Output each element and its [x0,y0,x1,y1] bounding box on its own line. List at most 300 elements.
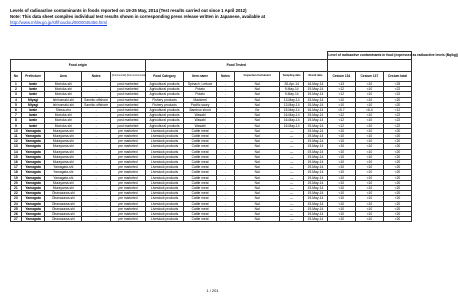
cell-cat: Agricultural products [145,87,184,92]
col-cesium-137: Cesium 137 [355,72,383,82]
cell-item: Cattle meat [184,212,216,217]
cell-ins: NaI [235,97,280,102]
cell-area: Morioka-shi [45,92,82,97]
cell-sd: — [280,149,304,154]
cell-ct: <20 [383,97,411,102]
cell-n1: - [82,186,111,191]
cell-no: 26 [11,212,22,217]
cell-n1: Sanriku offshore [82,97,111,102]
cell-c137: <10 [355,154,383,159]
cell-n2: - [216,134,234,139]
cell-n2: - [216,186,234,191]
cell-no: 6 [11,108,22,113]
cell-n1: - [82,149,111,154]
cell-com: pre marketed [111,180,145,185]
cell-sd: 15-May-14 [280,108,304,113]
cell-cat: Livestock products [145,212,184,217]
cell-n2: - [216,97,234,102]
cell-c134: <10 [327,97,355,102]
cell-no: 8 [11,118,22,123]
cell-n2: - [216,170,234,175]
cell-item: Cattle meat [184,154,216,159]
cell-ins: NaI [235,170,280,175]
cell-ct: <12 [383,108,411,113]
cell-pref: Yamagata [21,160,45,165]
cell-cat: Fishery products [145,102,184,107]
cell-pref: Miyagi [21,97,45,102]
cell-rd: 19-May-14 [304,186,328,191]
cell-c137: <10 [355,180,383,185]
cell-n1: - [82,92,111,97]
cell-com: post marketed [111,102,145,107]
table-body [11,82,412,222]
cell-item: Cattle meat [184,206,216,211]
cell-rd: 19-May-14 [304,206,328,211]
cell-no: 16 [11,160,22,165]
cell-sd: — [280,186,304,191]
cell-no: 17 [11,165,22,170]
cell-n2: - [216,206,234,211]
cell-item: Pacific saury [184,102,216,107]
cell-com: post marketed [111,97,145,102]
cell-item: Wasabi [184,113,216,118]
cell-ins: NaI [235,165,280,170]
cell-pref: Yamagata [21,191,45,196]
cell-cat: Livestock products [145,206,184,211]
table-row [11,217,412,222]
cell-sd: — [280,191,304,196]
col-prefecture: Prefecture [21,72,45,82]
cell-ins: NaI [235,134,280,139]
cell-item: Cattle meat [184,134,216,139]
cell-area: Murayama-shi [45,134,82,139]
cell-com: pre marketed [111,186,145,191]
cell-ct: <20 [383,170,411,175]
cell-c134: <5.7 [327,108,355,113]
cell-n1: - [82,180,111,185]
cell-c137: <10 [355,170,383,175]
cell-ins: NaI [235,102,280,107]
cell-area: Obanazawa-shi [45,217,82,222]
cell-ct: <22 [383,123,411,128]
cell-rd: 19-May-14 [304,92,328,97]
cell-com: pre marketed [111,191,145,196]
col-result-date: Result date [304,72,328,82]
cell-cat: Livestock products [145,196,184,201]
cell-cat: Agricultural products [145,118,184,123]
cell-no: 4 [11,97,22,102]
cell-c137: <10 [355,186,383,191]
cell-cat: Agricultural products [145,108,184,113]
cell-no: 13 [11,144,22,149]
cell-n2: - [216,191,234,196]
cell-pref: Yamagata [21,201,45,206]
cell-cat: Fishery products [145,97,184,102]
cell-sd: 16-May-14 [280,123,304,128]
cell-ct: <22 [383,113,411,118]
cell-area: Morioka-shi [45,87,82,92]
cell-area: Murayama-shi [45,180,82,185]
col-item-name: Item name [184,72,216,82]
cell-c137: <10 [355,92,383,97]
cell-rd: 19-May-14 [304,139,328,144]
cell-pref: Iwate [21,118,45,123]
cell-n2: - [216,212,234,217]
cell-sd: — [280,134,304,139]
cell-c137: <10 [355,196,383,201]
cell-item: Cattle meat [184,144,216,149]
cell-pref: Yamagata [21,144,45,149]
cell-item: Cattle meat [184,217,216,222]
cell-sd: 9-May-14 [280,87,304,92]
cell-pref: Yamagata [21,186,45,191]
cell-com: pre marketed [111,128,145,133]
cell-n1: - [82,128,111,133]
cell-c134: <10 [327,206,355,211]
cell-com: pre marketed [111,212,145,217]
cell-ins: NaI [235,180,280,185]
cell-ins: NaI [235,206,280,211]
cell-c134: <10 [327,217,355,222]
cell-n2: - [216,196,234,201]
cell-rd: 16-May-14 [304,82,328,87]
cell-sd: — [280,170,304,175]
cell-c134: <10 [327,149,355,154]
cell-n2: - [216,160,234,165]
cell-n1: - [82,201,111,206]
cell-area: Murayama-shi [45,144,82,149]
cell-item: Bamboo shoot [184,108,216,113]
cell-ct: <20 [383,139,411,144]
results-table [10,51,458,222]
cell-ct: <20 [383,191,411,196]
cell-rd: 19-May-14 [304,118,328,123]
cell-no: 22 [11,191,22,196]
cell-sd: — [280,154,304,159]
cell-item: Cattle meat [184,186,216,191]
cell-area: Murayama-shi [45,154,82,159]
cell-pref: Yamagata [21,206,45,211]
cell-c134: <10 [327,139,355,144]
cell-item: Cattle meat [184,170,216,175]
cell-item: Cattle meat [184,196,216,201]
cell-item: Cattle meat [184,149,216,154]
cell-pref: Yamagata [21,180,45,185]
cell-area: Morioka-shi [45,113,82,118]
cell-c134: <10 [327,201,355,206]
cell-c134: <12 [327,92,355,97]
cell-n2: - [216,108,234,113]
cell-area: Yamagata-shi [45,165,82,170]
cell-item: Cattle meat [184,180,216,185]
cell-cat: Livestock products [145,217,184,222]
cell-no: 25 [11,206,22,211]
cell-cat: Livestock products [145,134,184,139]
cell-rd: 19-May-14 [304,154,328,159]
cell-pref: Yamagata [21,217,45,222]
cell-rd: 19-May-14 [304,123,328,128]
cell-cat: Livestock products [145,154,184,159]
cell-n2: - [216,128,234,133]
cell-ct: <20 [383,201,411,206]
header-note: Note: This data sheet compiles individual test results shown in corresponding press release written in Japanese, available at [10,14,266,19]
cell-com: pre marketed [111,144,145,149]
cell-area: Murayama-shi [45,160,82,165]
cell-ct: <20 [383,128,411,133]
cell-n1: - [82,108,111,113]
cell-sd: 13-May-14 [280,97,304,102]
cell-c134: <10 [327,128,355,133]
cell-item: Potato [184,87,216,92]
cell-n2: - [216,118,234,123]
cell-n2: - [216,92,234,97]
cell-ct: <20 [383,134,411,139]
cell-area: Murayama-shi [45,139,82,144]
cell-rd: 19-May-14 [304,160,328,165]
cell-area: Murayama-shi [45,128,82,133]
cell-c137: <6.4 [355,108,383,113]
cell-c134: <12 [327,87,355,92]
cell-c137: <10 [355,144,383,149]
cell-sd: — [280,144,304,149]
cell-ins: NaI [235,92,280,97]
cell-com: pre marketed [111,139,145,144]
cell-n1: - [82,139,111,144]
cell-cat: Agricultural products [145,82,184,87]
cell-com: pre marketed [111,170,145,175]
cell-pref: Yamagata [21,170,45,175]
cell-ins: NaI [235,201,280,206]
cell-c137: <10 [355,87,383,92]
cell-ct: <22 [383,87,411,92]
cell-com: post marketed [111,87,145,92]
cell-n1: - [82,144,111,149]
cell-sd: — [280,206,304,211]
cell-com: pre marketed [111,175,145,180]
cell-item: Potato [184,92,216,97]
cell-no: 3 [11,92,22,97]
cell-sd: — [280,175,304,180]
cell-sd: 9-May-14 [280,92,304,97]
cell-ins: NaI [235,139,280,144]
cell-pref: Iwate [21,87,45,92]
cell-ct: <20 [383,217,411,222]
cell-rd: 16-May-14 [304,108,328,113]
cell-c134: <10 [327,134,355,139]
cell-c137: <10 [355,113,383,118]
cell-pref: Yamagata [21,149,45,154]
source-link[interactable]: http://www.mhlw.go.jp/stf/houdou/0000045456.html [10,20,107,25]
cell-item: Cattle meat [184,165,216,170]
cell-cat: Livestock products [145,128,184,133]
food-origin-header: Food origin [11,60,146,72]
cell-sd: 28-Apr-14 [280,82,304,87]
cell-ct: <20 [383,212,411,217]
cell-ct: <20 [383,160,411,165]
cell-n1: - [82,87,111,92]
cell-area: Morioka-shi [45,123,82,128]
cell-no: 11 [11,134,22,139]
cell-pref: Iwate [21,92,45,97]
cell-c137: <10 [355,123,383,128]
cell-cat: Livestock products [145,201,184,206]
cell-cat: Livestock products [145,149,184,154]
cell-sd: 16-May-14 [280,113,304,118]
cell-pref: Yamagata [21,128,45,133]
cell-cat: Livestock products [145,160,184,165]
cell-ins: NaI [235,82,280,87]
cell-c137: <10 [355,165,383,170]
cell-n1: - [82,191,111,196]
cell-n1: - [82,196,111,201]
cell-n2: - [216,217,234,222]
cell-n2: - [216,201,234,206]
cell-n1: - [82,113,111,118]
cell-ins: NaI [235,196,280,201]
cell-pref: Iwate [21,108,45,113]
cell-item: Cattle meat [184,201,216,206]
cell-com: pre marketed [111,134,145,139]
cell-no: 1 [11,82,22,87]
cell-n1: - [82,134,111,139]
cell-ins: NaI [235,217,280,222]
cell-cat: Livestock products [145,165,184,170]
cell-item: Wasabi [184,123,216,128]
cell-item: Cattle meat [184,139,216,144]
cell-pref: Yamagata [21,139,45,144]
cell-com: post marketed [111,113,145,118]
cell-area: Ishinomaki-shi [45,102,82,107]
cell-no: 23 [11,196,22,201]
cell-cat: Livestock products [145,175,184,180]
cell-c134: <10 [327,154,355,159]
cell-c137: <10 [355,128,383,133]
cell-c137: <10 [355,217,383,222]
header-title: Levels of radioactive contaminants in foods reported on 19-25 May, 2014 (Test results carried out since 1 April 2012) [10,8,247,13]
cell-pref: Miyagi [21,102,45,107]
cell-area: Morioka-shi [45,118,82,123]
cell-cat: Agricultural products [145,113,184,118]
col-notes-2: Notes [216,72,234,82]
cell-ins: NaI [235,186,280,191]
cell-sd: — [280,201,304,206]
cell-ct: <20 [383,165,411,170]
cell-com: post marketed [111,118,145,123]
cell-rd: 19-May-14 [304,165,328,170]
cell-area: Obanazawa-shi [45,201,82,206]
cell-ins: NaI [235,154,280,159]
cell-area: Obanazawa-shi [45,191,82,196]
cell-c134: <12 [327,123,355,128]
cell-c134: <10 [327,170,355,175]
cell-ins: NaI [235,123,280,128]
cell-rd: 15-May-14 [304,102,328,107]
cell-cat: Livestock products [145,139,184,144]
cell-no: 2 [11,87,22,92]
cell-rd: 19-May-14 [304,217,328,222]
cell-c137: <10 [355,102,383,107]
cell-c134: <12 [327,113,355,118]
cell-ct: <20 [383,196,411,201]
cell-c134: <10 [327,191,355,196]
cell-cat: Livestock products [145,186,184,191]
col-commercial: (Commercial) (Non-Commercial) [111,72,145,82]
cell-com: pre marketed [111,196,145,201]
cell-n1: Sanriku offshore [82,102,111,107]
cell-c137: <10 [355,149,383,154]
cell-ct: <20 [383,175,411,180]
cell-ins: NaI [235,149,280,154]
food-tested-header: Food Tested [145,60,327,72]
cell-rd: 19-May-14 [304,144,328,149]
cell-area: Obanazawa-shi [45,206,82,211]
cell-no: 7 [11,113,22,118]
cell-no: 9 [11,123,22,128]
cell-ins: NaI [235,212,280,217]
cell-sd: — [280,196,304,201]
col-no: No [11,72,22,82]
col-inspection-instrument: Inspection Instrument [235,72,280,82]
cell-rd: 19-May-14 [304,196,328,201]
cell-n2: - [216,180,234,185]
cell-n2: - [216,154,234,159]
cell-com: post marketed [111,108,145,113]
cell-ct: <20 [383,102,411,107]
cell-area: Shiwa-cho [45,108,82,113]
cell-area: Yamagata-shi [45,170,82,175]
cell-n2: - [216,113,234,118]
cell-sd: — [280,180,304,185]
cell-rd: 19-May-14 [304,180,328,185]
cell-c137: <10 [355,160,383,165]
cell-n2: - [216,144,234,149]
cell-ct: <22 [383,118,411,123]
cell-n1: - [82,160,111,165]
cell-pref: Yamagata [21,134,45,139]
cell-ct: <20 [383,180,411,185]
cell-item: Cattle meat [184,160,216,165]
cell-rd: 19-May-14 [304,134,328,139]
cell-cat: Livestock products [145,170,184,175]
cell-c137: <10 [355,191,383,196]
cell-ins: NaI [235,87,280,92]
cell-sd: — [280,165,304,170]
cell-rd: 15-May-14 [304,97,328,102]
cell-rd: 19-May-14 [304,212,328,217]
cell-c134: <10 [327,160,355,165]
cell-no: 15 [11,154,22,159]
levels-group-header: Level of radioactive contaminants in food (expressed as radioactive levels (Bq/kg)) [327,52,411,60]
cell-c137: <10 [355,97,383,102]
cell-c134: <12 [327,118,355,123]
cell-n1: - [82,118,111,123]
cell-c137: <10 [355,139,383,144]
cell-n2: - [216,123,234,128]
cell-area: Obanazawa-shi [45,196,82,201]
cell-com: post marketed [111,123,145,128]
cell-c134: <10 [327,165,355,170]
cell-rd: 19-May-14 [304,128,328,133]
cell-pref: Iwate [21,82,45,87]
cell-item: Spinach, Lettuce [184,82,216,87]
cell-item: Mackerel [184,97,216,102]
cell-n2: - [216,82,234,87]
cell-ct: <20 [383,149,411,154]
cell-sd: 16-May-14 [280,118,304,123]
cell-com: pre marketed [111,217,145,222]
document-header [10,8,415,26]
cell-ct: <20 [383,144,411,149]
